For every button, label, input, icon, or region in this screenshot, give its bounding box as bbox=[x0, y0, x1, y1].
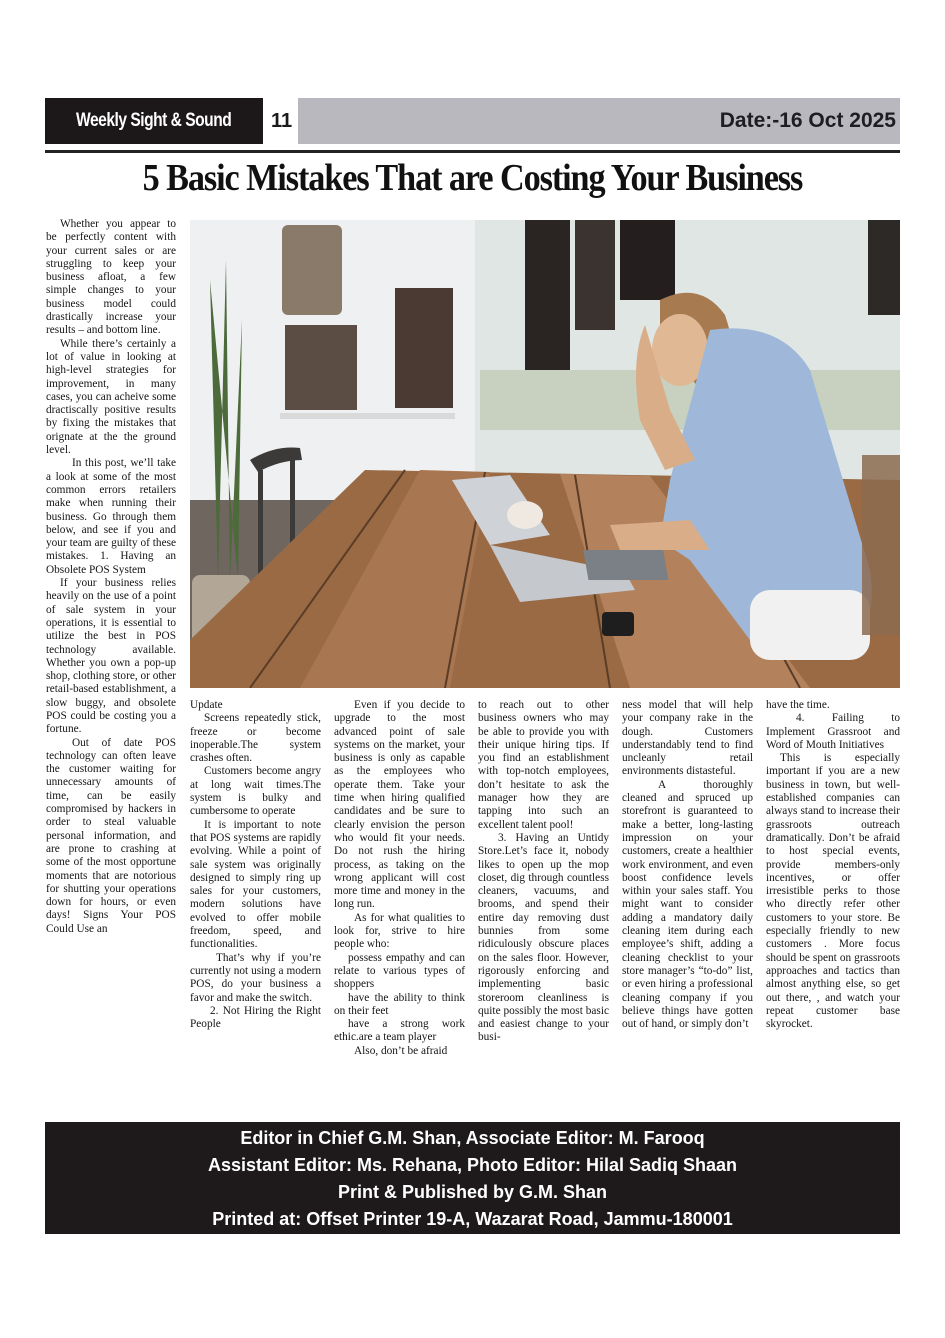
paragraph: A thoroughly cleaned and spruced up storefront is guaranteed to make a better, long-lasting impression on your customers, create a healthier work environment, and even boost confidence levels within your sales staff. You might want to consider adding a mandatory daily cleaning item during each employee’s shift, adding a cleaning checklist to your store manager’s “to-do” list, or even hiring a professional cleaning company if you believe things have gotten out of hand, or simply don’t bbox=[622, 778, 753, 1031]
photo-illustration bbox=[190, 220, 900, 688]
list-item: have the ability to think on their feet bbox=[334, 991, 465, 1017]
issue-date: Date:-16 Oct 2025 bbox=[298, 98, 900, 144]
article-column-2 bbox=[190, 699, 321, 1031]
article-column-5 bbox=[622, 699, 753, 1031]
paragraph: ness model that will help your company rake in the dough. Customers understandably tend to find uncleanly retail environments distasteful. bbox=[622, 699, 753, 778]
list-item: have a strong work ethic.are a team player bbox=[334, 1018, 465, 1044]
publication-name: Weekly Sight & Sound bbox=[45, 98, 263, 144]
photo-shelf bbox=[280, 413, 455, 419]
article-column-6 bbox=[766, 699, 900, 1031]
subheading: Update bbox=[190, 699, 223, 711]
section-heading: 4. Failing to Implement Grassroot and Word of Mouth Initiatives bbox=[766, 712, 900, 751]
paragraph: to reach out to other business owners who may be able to provide you with their unique hiring tips. If you find an establishment with top-notch employees, don’t hesitate to ask the manager how they are tapping into such an excellent talent pool! bbox=[478, 699, 609, 831]
photo-phone bbox=[602, 612, 634, 636]
section-heading: 3. Having an Untidy Store.Let’s face it, nobody likes to open up the mop closet, dig through countless cleaners, vacuums, and brooms, and spend their entire day removing dust bunnies from some ridiculously obscure places on the sales floor. However, rigorously enforcing and implementing basic storeroom cleanliness is quite possibly the most basic and easiest change to your busi- bbox=[478, 831, 609, 1044]
imprint-line: Print & Published by G.M. Shan bbox=[337, 1181, 608, 1202]
imprint-line: Printed at: Offset Printer 19-A, Wazarat Road, Jammu-180001 bbox=[212, 1208, 733, 1229]
paragraph: As for what qualities to look for, strive to hire people who: bbox=[334, 911, 465, 951]
paragraph: If your business relies heavily on the use of a point of sale system in your operations, it is essential to utilize the best in POS technology available. Whether you own a pop-up shop, clothing store, or other retail-based establishment, a slow buggy, and obsolete POS could be costing you a fortune. bbox=[46, 577, 176, 736]
photo-chair-right bbox=[862, 455, 900, 635]
paragraph: Whether you appear to be perfectly content with your current sales or are struggling to keep your business afloat, a few simple changes to your business model could drastically increase your results – and bottom line. bbox=[46, 218, 176, 337]
photo-bag bbox=[395, 288, 453, 408]
section-heading: 2. Not Hiring the Right People bbox=[190, 1004, 321, 1031]
article-column-1 bbox=[46, 218, 176, 936]
photo-clothes bbox=[868, 220, 900, 315]
paragraph: While there’s certainly a lot of value in looking at high-level strategies for improvement, in many cases, you can acheive some dractiscally positive results by fixing the mistakes that orignate at the the ground level. bbox=[46, 337, 176, 457]
photo-laptop-keyboard bbox=[583, 550, 668, 580]
paragraph: Even if you decide to upgrade to the most advanced point of sale systems on the market, your business is only as capable as the employees who operate them. Take your time when hiring qualified candidates and be sure to clearly envision the person who would fit your needs. Do not rush the hiring process, as taking on the wrong applicant will cost more time and money in the long run. bbox=[334, 699, 465, 911]
paragraph: It is important to note that POS systems are rapidly evolving. While a point of sale system was originally designed to simply ring up sales for your customers, modern solutions have evolved to offer mobile freedom, speed, and functionalities. bbox=[190, 818, 321, 951]
photo-cup bbox=[507, 501, 543, 529]
photo-clothes bbox=[525, 220, 570, 370]
photo-clothes bbox=[575, 220, 615, 330]
article-photo bbox=[190, 220, 900, 688]
list-item: possess empathy and can relate to various types of shoppers bbox=[334, 951, 465, 991]
article-column-4 bbox=[478, 699, 609, 1045]
paragraph: This is especially important if you are a new business in town, but well-established companies can always stand to increase their grassroots outreach dramatically. Don’t be afraid to host special events, provide members-only incentives, or offer irresistible perks to those who directly refer other customers to your store. Be especially friendly to new customers . More focus should be spent on grassroots approaches and tactics than almost anything else, so get out there, , and watch your repeat customer base skyrocket. bbox=[766, 752, 900, 1031]
article-headline: 5 Basic Mistakes That are Costing Your Business bbox=[142, 157, 803, 199]
imprint-line: Assistant Editor: Ms. Rehana, Photo Editor: Hilal Sadiq Shaan bbox=[207, 1154, 738, 1175]
photo-bag bbox=[285, 325, 357, 410]
paragraph: In this post, we’ll take a look at some of the most common errors retailers make when running their business. Go through them below, and see if you and your team are guilty of these mistakes. 1. Having an Obsolete POS System bbox=[46, 457, 176, 576]
header-rule bbox=[45, 150, 900, 153]
paragraph: That’s why if you’re currently not using a modern POS, do your business a favor and make the switch. bbox=[190, 951, 321, 1004]
paragraph: have the time. bbox=[766, 699, 830, 711]
imprint-line: Editor in Chief G.M. Shan, Associate Editor: M. Farooq bbox=[240, 1127, 705, 1148]
paragraph: Screens repeatedly stick, freeze or become inoperable.The system crashes often. bbox=[190, 712, 321, 765]
imprint-box bbox=[45, 1122, 900, 1234]
page-number: 11 bbox=[271, 109, 293, 132]
article-column-3 bbox=[334, 699, 465, 1058]
paragraph: Also, don’t be afraid bbox=[354, 1044, 448, 1057]
photo-pants bbox=[750, 590, 870, 660]
paragraph: Out of date POS technology can often leave the customer waiting for unnecessary amounts of time, can be easily compromised by hackers in order to steal valuable personal information, and are prone to crashing at some of the most opportune moments that are notorious for shutting your operations down for hours, or even days! Signs Your POS Could Use an bbox=[46, 736, 176, 935]
paragraph: Customers become angry at long wait times.The system is bulky and cumbersome to operate bbox=[190, 765, 321, 818]
photo-bag bbox=[282, 225, 342, 315]
photo-clothes bbox=[620, 220, 675, 300]
